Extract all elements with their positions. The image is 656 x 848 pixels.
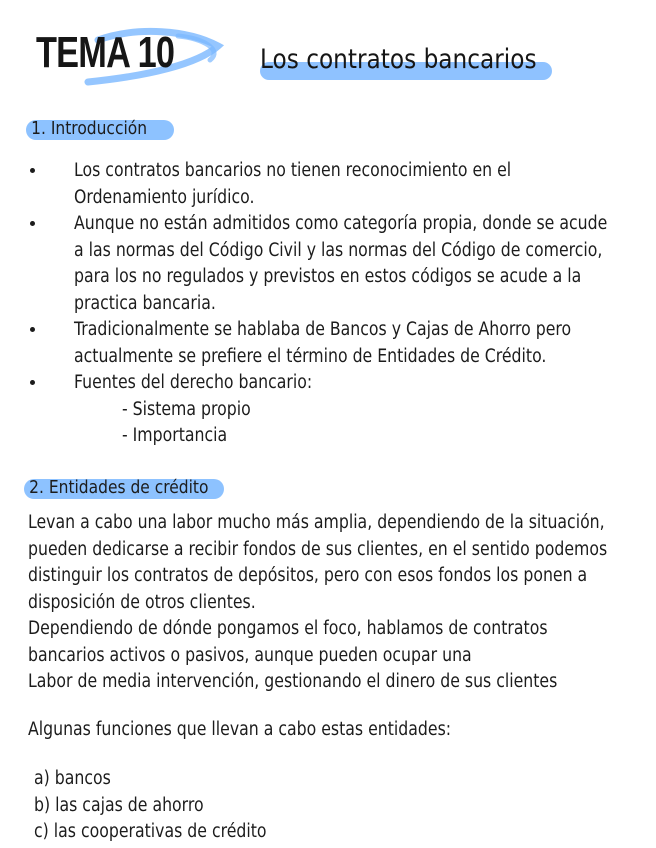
bullet-item bbox=[30, 211, 656, 317]
sub-bullet-line: - Importancia bbox=[122, 425, 228, 446]
paragraph-line: Dependiendo de dónde pongamos el foco, hablamos de contratos bbox=[28, 618, 548, 639]
bullet-line: practica bancaria. bbox=[74, 292, 216, 314]
entidades-paragraph bbox=[28, 510, 656, 696]
section-heading-entidades bbox=[24, 477, 239, 501]
bullet-item bbox=[30, 370, 656, 450]
bullet-item bbox=[30, 158, 656, 211]
paragraph-line: distinguir los contratos de depósitos, pero con esos fondos los ponen a bbox=[28, 565, 588, 586]
section-heading-introduccion bbox=[26, 118, 167, 142]
paragraph-line: bancarios activos o pasivos, aunque pueden ocupar una bbox=[28, 644, 472, 666]
bullet-dot bbox=[30, 380, 35, 385]
bullet-dot bbox=[30, 327, 35, 332]
main-title-text: Los contratos bancarios bbox=[260, 44, 537, 75]
bullet-line: Aunque no están admitidos como categoría propia, donde se acude bbox=[74, 213, 608, 234]
bullet-line: a las normas del Código Civil y las normas del Código de comercio, bbox=[74, 239, 603, 261]
bullet-line: Los contratos bancarios no tienen reconocimiento en el bbox=[74, 160, 512, 181]
function-item: c) las cooperativas de crédito bbox=[34, 821, 267, 842]
paragraph-line: pueden dedicarse a recibir fondos de sus clientes, en el sentido podemos bbox=[28, 538, 608, 560]
bullet-line: para los no regulados y previstos en estos códigos se acude a la bbox=[74, 266, 582, 287]
bullet-line: Tradicionalmente se hablaba de Bancos y Cajas de Ahorro pero bbox=[74, 319, 572, 340]
functions-list bbox=[34, 766, 308, 846]
bullet-item bbox=[30, 317, 656, 370]
paragraph-line: disposición de otros clientes. bbox=[28, 591, 256, 613]
functions-intro bbox=[28, 717, 526, 744]
sub-bullet-line: - Sistema propio bbox=[122, 398, 251, 420]
bullet-dot bbox=[30, 221, 35, 226]
functions-intro-text: Algunas funciones que llevan a cabo estas entidades: bbox=[28, 719, 452, 740]
paragraph-line: Levan a cabo una labor mucho más amplia, dependiendo de la situación, bbox=[28, 512, 605, 533]
main-title bbox=[260, 44, 582, 84]
function-item: b) las cajas de ahorro bbox=[34, 794, 204, 816]
bullet-line: Fuentes del derecho bancario: bbox=[74, 372, 313, 393]
bullet-line: Ordenamiento jurídico. bbox=[74, 186, 255, 208]
bullet-dot bbox=[30, 168, 35, 173]
tema-header bbox=[28, 24, 228, 90]
bullet-line: actualmente se prefiere el término de Entidades de Crédito. bbox=[74, 345, 547, 367]
section-heading-text: 1. Introducción bbox=[31, 118, 148, 139]
paragraph-line: Labor de media intervención, gestionando el dinero de sus clientes bbox=[28, 671, 558, 692]
section-heading-text: 2. Entidades de crédito bbox=[29, 477, 209, 498]
function-item: a) bancos bbox=[34, 768, 111, 789]
introduction-bullet-list bbox=[30, 158, 656, 450]
tema-number: TEMA 10 bbox=[36, 28, 175, 77]
